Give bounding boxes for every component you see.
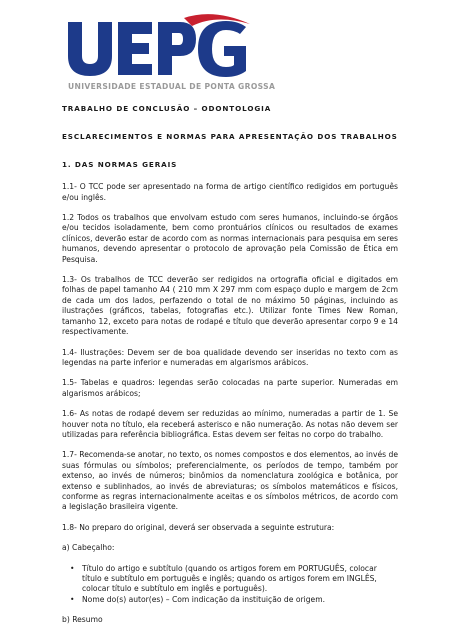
list-item [62,595,398,605]
paragraph-1-8: 1.8- No preparo do original, deverá ser observada a seguinte estrutura: [62,522,335,532]
uepg-logo [64,12,314,92]
paragraph-1-7: 1.7- Recomenda-se anotar, no texto, os nomes compostos e dos elementos, ao invés de suas fórmulas ou símbolos; preferencialmente, os períodos de tempo, também por extenso, ao invés de números; binômios da nomenclatura zoológica e botânica, por extenso e sublinhados, ao invés de abreviaturas; os símbolos matemáticos e físicos, conforme as regras internacionalmente aceitas e os símbolos métricos, de acordo com a legislação brasileira vigente. [62,450,398,512]
document-body [62,104,398,636]
guidelines-heading: ESCLARECIMENTOS E NORMAS PARA APRESENTAÇÃO DOS TRABALHOS [62,132,398,142]
bullet-icon: • [70,563,75,573]
paragraph-1-5: 1.5- Tabelas e quadros: legendas serão colocadas na parte superior. Numeradas em algarismos arábicos; [62,378,398,398]
list-item-text: Título do artigo e subtítulo (quando os artigos forem em PORTUGUÊS, colocar título e subtítulo em português e inglês; quando os artigos forem em INGLÊS, colocar título e subtítulo em inglês e português). [82,563,377,594]
paragraph-1-2: 1.2 Todos os trabalhos que envolvam estudo com seres humanos, incluindo-se órgãos e/ou tecidos isoladamente, bem como prontuários clínicos ou resultados de exames clínicos, deverão estar de acordo com as normas internacionais para pesquisa em seres humanos, devendo apresentar o protocolo de aprovação pela Comissão de Ética em Pesquisa. [62,213,398,264]
uepg-wordmark-logo [64,12,314,82]
course-heading: TRABALHO DE CONCLUSÃO – ODONTOLOGIA [62,104,272,113]
bullet-icon: • [70,594,75,604]
paragraph-1-1: 1.1- O TCC pode ser apresentado na forma de artigo científico redigidos em português e/ou inglês. [62,182,398,202]
list-item-text: Nome do(s) autor(es) – Com indicação da instituição de origem. [82,594,326,604]
paragraph-1-3: 1.3- Os trabalhos de TCC deverão ser redigidos na ortografia oficial e digitados em folhas de papel tamanho A4 ( 210 mm X 297 mm com espaço duplo e margem de 2cm de cada um dos lados, perfazendo o total de no máximo 50 páginas, incluindo as ilustrações (gráficos, tabelas, fotografias etc.). Utilizar fonte Times New Roman, tamanho 12, exceto para notas de rodapé e título que deverão apresentar corpo 9 e 14 respectivamente. [62,275,398,337]
list-item [62,564,398,595]
paragraph-1-6: 1.6- As notas de rodapé devem ser reduzidas ao mínimo, numeradas a partir de 1. Se houver nota no título, ela receberá asterisco e não numeração. As notas não devem ser utilizadas para referência bibliográfica. Estas devem ser feitas no corpo do trabalho. [62,409,398,439]
paragraph-1-4: 1.4- Ilustrações: Devem ser de boa qualidade devendo ser inseridas no texto com as legendas na parte inferior e numeradas em algarismos arábicos. [62,347,398,367]
section-heading-general-rules: 1. DAS NORMAS GERAIS [62,159,178,169]
item-a-header: a) Cabeçalho: [62,543,115,553]
header-list [62,564,398,606]
university-name: UNIVERSIDADE ESTADUAL DE PONTA GROSSA [68,82,276,91]
item-b-abstract: b) Resumo [62,615,103,625]
